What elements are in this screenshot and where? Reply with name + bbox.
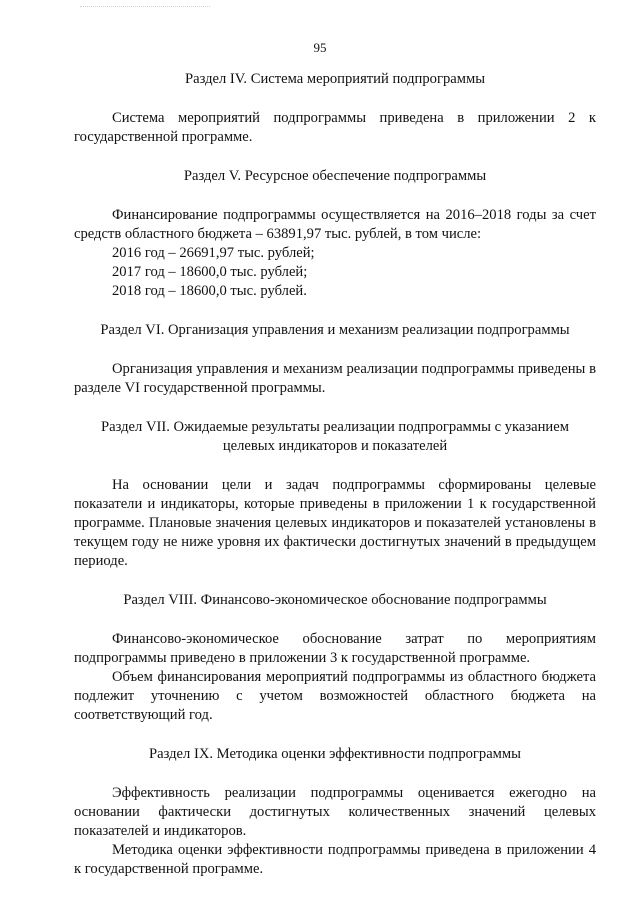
section-7-heading-line2: целевых индикаторов и показателей: [222, 438, 448, 454]
section-8-paragraph-1: Финансово-экономическое обоснование затрат по мероприятиям подпрограммы приведено в приложении 3 к государственной программе.: [74, 631, 596, 666]
section-5-year-2017: 2017 год – 18600,0 тыс. рублей;: [112, 264, 308, 280]
section-5-year-2016: 2016 год – 26691,97 тыс. рублей;: [112, 245, 315, 261]
section-6-heading: Раздел VI. Организация управления и механизм реализации подпрограммы: [100, 322, 570, 338]
section-7-heading-line1: Раздел VII. Ожидаемые результаты реализации подпрограммы с указанием: [101, 419, 569, 435]
section-9-heading: Раздел IX. Методика оценки эффективности подпрограммы: [149, 746, 521, 762]
page-content: [74, 70, 596, 879]
scan-artifact: [80, 6, 210, 9]
section-5-heading: Раздел V. Ресурсное обеспечение подпрограммы: [183, 168, 487, 184]
section-8-paragraph-2: Объем финансирования мероприятий подпрограммы из областного бюджета подлежит уточнению с учетом возможностей областного бюджета на соответствующий год.: [74, 669, 596, 723]
section-9-paragraph-1: Эффективность реализации подпрограммы оценивается ежегодно на основании фактически достигнутых количественных значений целевых показателей и индикаторов.: [74, 785, 596, 839]
section-8-heading: Раздел VIII. Финансово-экономическое обоснование подпрограммы: [123, 592, 547, 608]
section-5-paragraph: Финансирование подпрограммы осуществляется на 2016–2018 годы за счет средств областного бюджета – 63891,97 тыс. рублей, в том числе:: [74, 207, 596, 242]
section-5-year-2018: 2018 год – 18600,0 тыс. рублей.: [112, 283, 307, 299]
section-7-paragraph: На основании цели и задач подпрограммы сформированы целевые показатели и индикаторы, которые приведены в приложении 1 к государственной программе. Плановые значения целевых индикаторов и показателей установлены в текущем году не ниже уровня их фактически достигнутых значений в предыдущем периоде.: [74, 477, 596, 569]
section-9-paragraph-2: Методика оценки эффективности подпрограммы приведена в приложении 4 к государственной программе.: [74, 842, 596, 877]
page-number: 95: [313, 40, 327, 55]
section-4-heading: Раздел IV. Система мероприятий подпрограммы: [184, 71, 485, 87]
section-4-paragraph: Система мероприятий подпрограммы приведена в приложении 2 к государственной программе.: [74, 110, 596, 145]
section-6-paragraph: Организация управления и механизм реализации подпрограммы приведены в разделе VI государственной программы.: [74, 361, 596, 396]
